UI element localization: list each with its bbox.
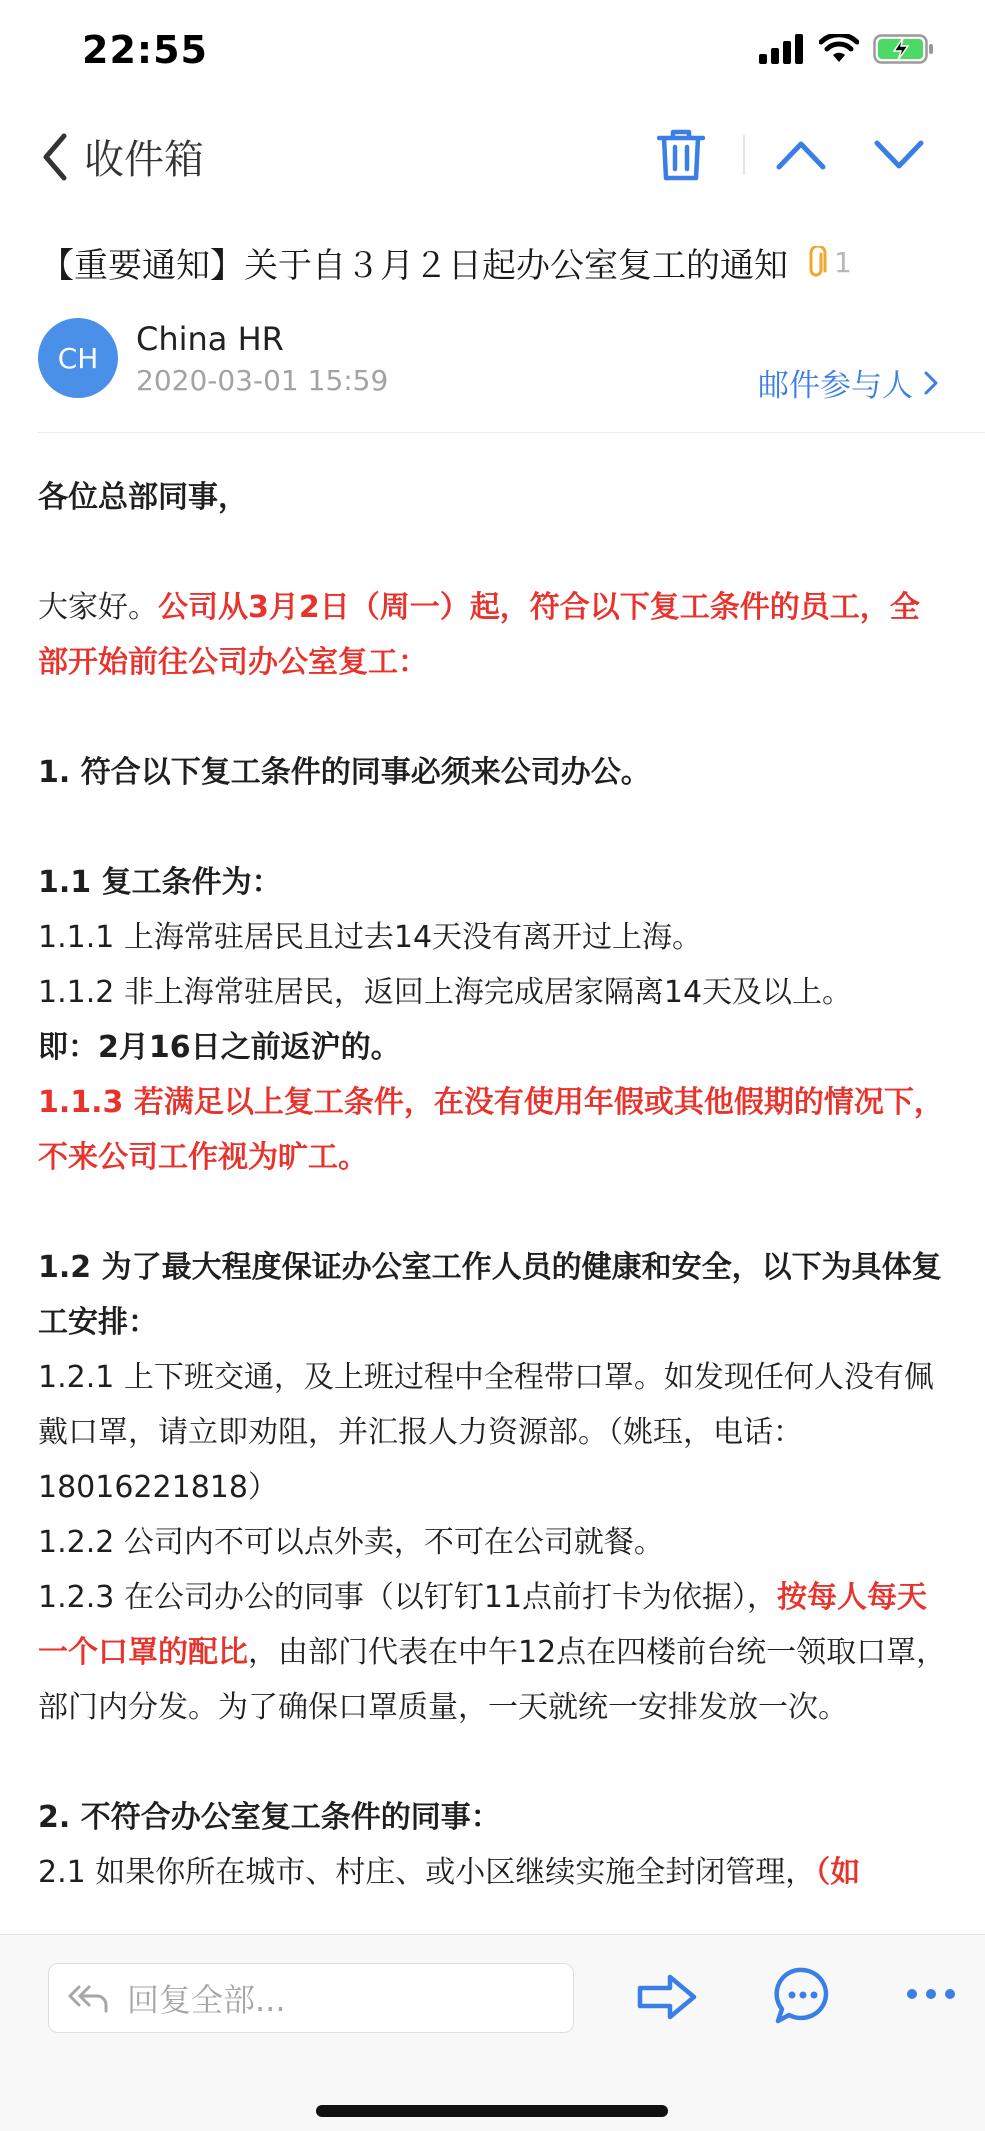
nav-divider [743,135,745,175]
bottom-action-bar [0,1934,985,2131]
section-1-title: 1. 符合以下复工条件的同事必须来公司办公。 [38,755,651,790]
section-2-title: 2. 不符合办公室复工条件的同事： [38,1800,501,1835]
home-indicator[interactable] [316,2105,668,2117]
back-label: 收件箱 [84,137,204,183]
intro-paragraph [38,580,948,690]
back-button[interactable] [40,128,204,185]
header-divider [38,432,985,433]
attachment-indicator[interactable] [806,246,852,280]
section-1-1-2-note: 即：2月16日之前返沪的。 [38,1030,401,1065]
intro-highlight: 公司从3月2日（周一）起，符合以下复工条件的员工，全部开始前往公司办公室复工： [38,590,920,680]
section-1-2-2: 1.2.2 公司内不可以点外卖，不可在公司就餐。 [38,1525,664,1560]
section-2-1 [38,1845,948,1900]
section-1-1-1: 1.1.1 上海常驻居民且过去14天没有离开过上海。 [38,920,703,955]
section-1-2-title: 1.2 为了最大程度保证办公室工作人员的健康和安全，以下为具体复工安排： [38,1250,942,1340]
reply-placeholder: 回复全部... [127,1981,286,2019]
reply-all-input[interactable] [48,1963,574,2033]
avatar[interactable]: CH [38,318,118,398]
chevron-right-icon [923,370,939,396]
status-bar [0,0,985,110]
section-1-1-3: 1.1.3 若满足以上复工条件，在没有使用年假或其他假期的情况下，不来公司工作视为旷工。 [38,1085,944,1175]
chat-icon[interactable] [772,1965,834,2027]
participants-link[interactable] [758,360,939,405]
section-1-1-2: 1.1.2 非上海常驻居民，返回上海完成居家隔离14天及以上。 [38,975,853,1010]
section-1-2-3-highlight: 按每人每天一个口罩的配比 [38,1580,928,1670]
battery-charging-icon [873,34,935,64]
section-1-2-1: 1.2.1 上下班交通，及上班过程中全程带口罩。如发现任何人没有佩戴口罩，请立即劝阻，并汇报人力资源部。（姚珏，电话：18016221818） [38,1360,934,1505]
status-icons [759,34,935,64]
nav-actions [657,128,925,182]
mail-body [38,470,948,1900]
paperclip-icon [806,246,828,280]
section-1-2-3-text-a: 1.2.3 在公司办公的同事（以钉钉11点前打卡为依据）， [38,1580,778,1615]
participants-label: 邮件参与人 [758,368,913,404]
trash-icon[interactable] [657,128,705,182]
section-2-1-highlight: （如 [815,1855,861,1890]
section-1-1-title: 1.1 复工条件为： [38,865,282,900]
nav-bar [0,118,985,198]
section-1-2-3-text-b: ，由部门代表在中午12点在四楼前台统一领取口罩，部门内分发。为了确保口罩质量，一天就统一安排发放一次。 [38,1635,947,1725]
intro-text: 大家好。 [38,590,158,625]
section-2-1-text: 2.1 如果你所在城市、村庄、或小区继续实施全封闭管理， [38,1855,816,1890]
forward-icon[interactable] [636,1971,698,2023]
reply-all-icon [67,1981,109,2015]
mail-date: 2020-03-01 15:59 [136,364,389,397]
status-time: 22:55 [82,28,208,72]
cellular-signal-icon [759,34,805,64]
mail-subject [40,238,950,287]
more-options-icon[interactable] [906,1987,956,2001]
greeting: 各位总部同事， [38,480,248,515]
mail-subject-text: 【重要通知】关于自３月２日起办公室复工的通知 [40,246,788,286]
chevron-down-icon[interactable] [873,139,925,171]
chevron-left-icon [40,132,70,182]
sender-name[interactable]: China HR [136,320,284,358]
chevron-up-icon[interactable] [775,139,827,171]
attachment-count: 1 [834,246,852,279]
wifi-icon [819,34,859,64]
section-1-2-3 [38,1570,948,1735]
